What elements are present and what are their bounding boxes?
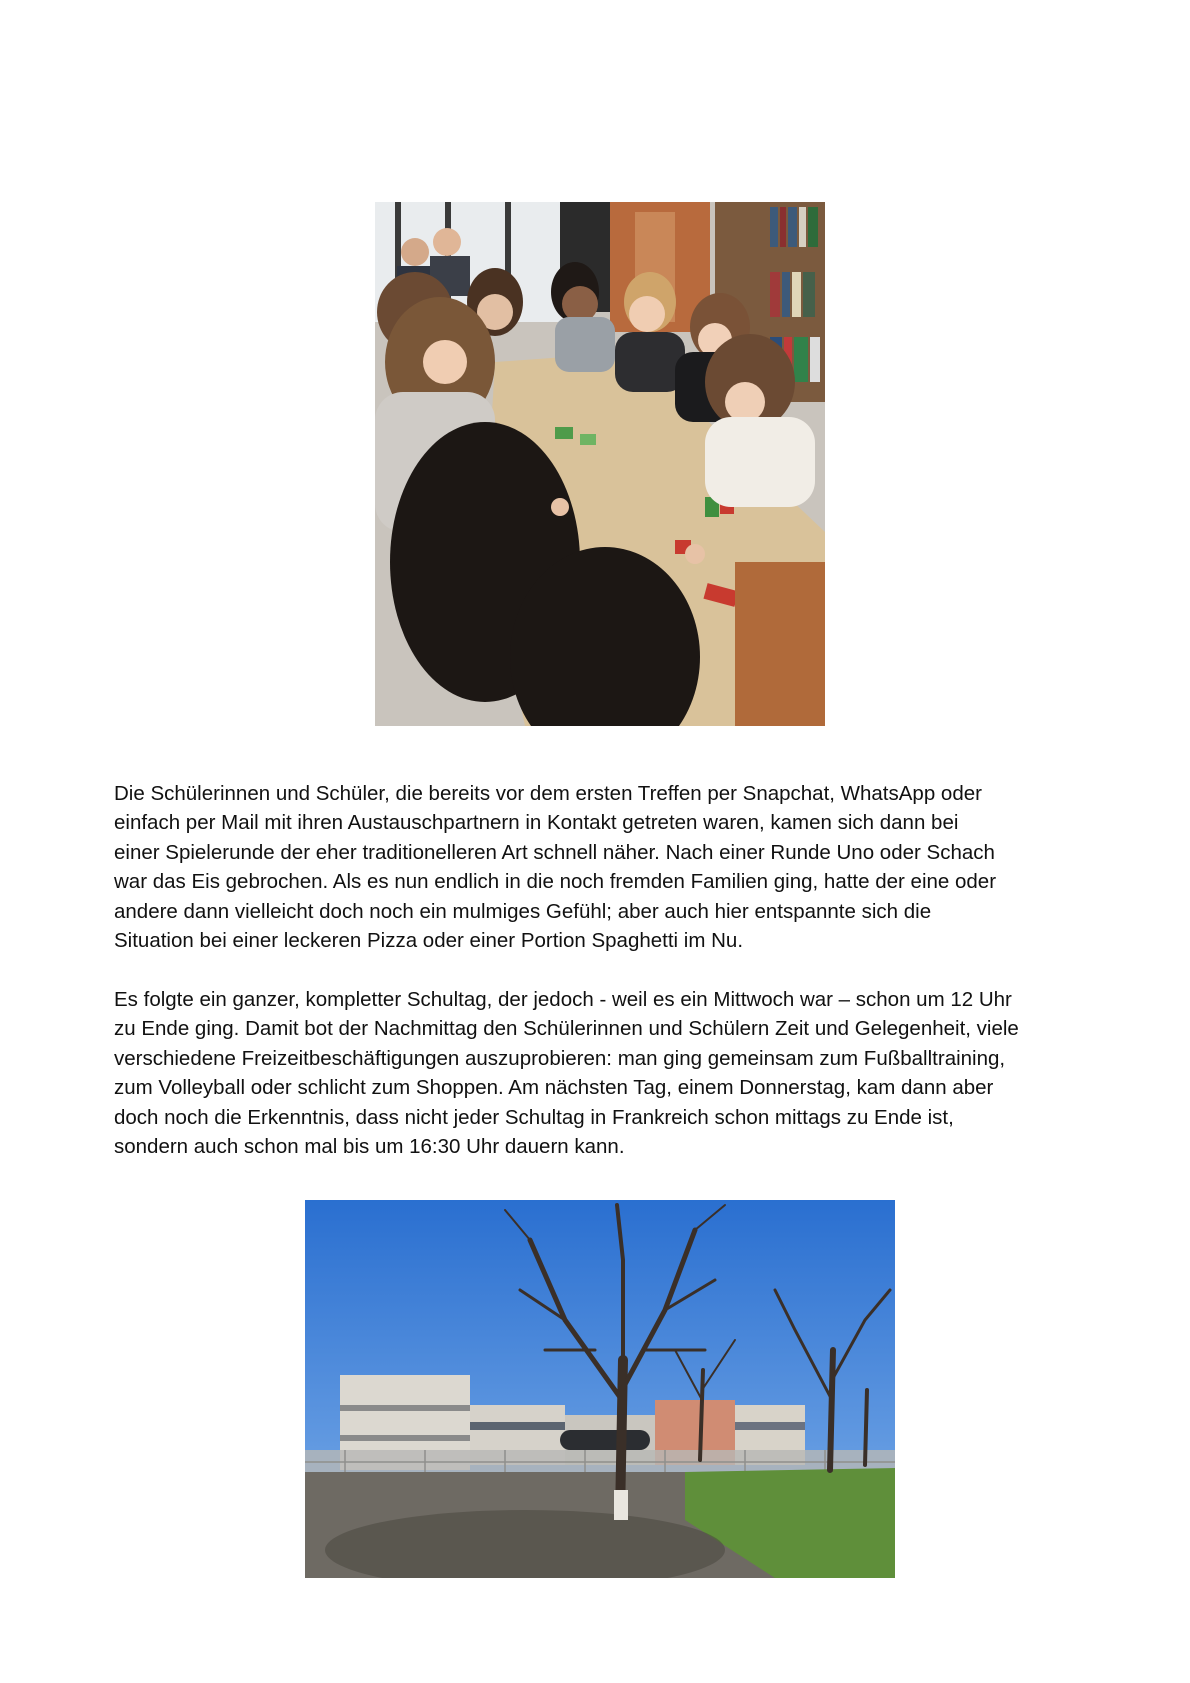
paragraph-line: Die Schülerinnen und Schüler, die bereits vor dem ersten Treffen per Snapchat, WhatsApp oder [114, 781, 982, 805]
paragraph-line: sondern auch schon mal bis um 16:30 Uhr dauern kann. [114, 1135, 625, 1158]
paragraph-line: andere dann vielleicht doch noch ein mulmiges Gefühl; aber auch hier entspannte sich die [114, 899, 932, 923]
paragraph-line: zu Ende ging. Damit bot der Nachmittag den Schülerinnen und Schülern Zeit und Gelegenheit, viele [114, 1017, 1019, 1040]
paragraph-school-day [114, 985, 1104, 1162]
students-card-game-photo [375, 202, 825, 726]
paragraph-line: doch noch die Erkenntnis, dass nicht jeder Schultag in Frankreich schon mittags zu Ende ist, [114, 1105, 954, 1129]
paragraph-line: einfach per Mail mit ihren Austauschpartnern in Kontakt getreten waren, kamen sich dann bei [114, 811, 959, 834]
paragraph-line: zum Volleyball oder schlicht zum Shoppen. Am nächsten Tag, einem Donnerstag, kam dann aber [114, 1076, 994, 1099]
paragraph-line: Es folgte ein ganzer, kompletter Schultag, der jedoch - weil es ein Mittwoch war – schon um 12 Uhr [114, 987, 1012, 1011]
paragraph-line: Situation bei einer leckeren Pizza oder einer Portion Spaghetti im Nu. [114, 929, 744, 952]
paragraph-line: einer Spielerunde der eher traditionelleren Art schnell näher. Nach einer Runde Uno oder Schach [114, 840, 995, 864]
school-building-photo [305, 1200, 895, 1578]
paragraph-line: war das Eis gebrochen. Als es nun endlich in die noch fremden Familien ging, hatte der eine oder [114, 870, 997, 893]
paragraph-line: verschiedene Freizeitbeschäftigungen auszuprobieren: man ging gemeinsam zum Fußballtraining, [114, 1046, 1006, 1070]
paragraph-first-meeting [114, 779, 1104, 956]
